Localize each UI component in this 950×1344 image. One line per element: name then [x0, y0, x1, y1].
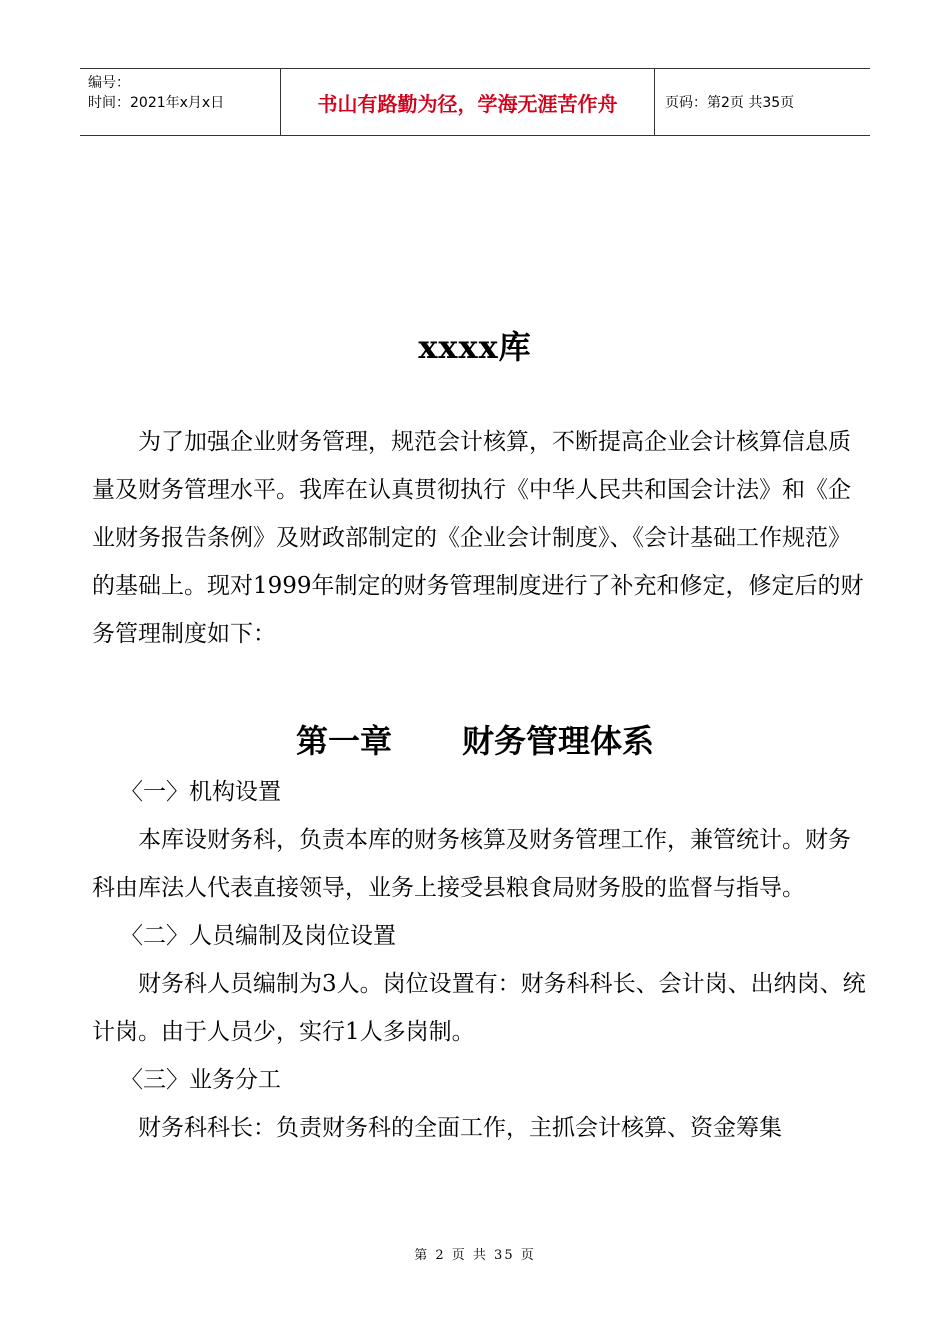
section-heading-2: 〈二〉人员编制及岗位设置: [120, 923, 396, 949]
intro-section: [92, 418, 872, 658]
section-heading-3: 〈三〉业务分工: [120, 1067, 281, 1093]
chapter-number: 第一章: [295, 722, 392, 760]
chapter-name: 财务管理体系: [462, 722, 655, 760]
header-table: [80, 68, 870, 136]
section-text-1: 本库设财务科，负责本库的财务核算及财务管理工作，兼管统计。财务科由库法人代表直接领导，业务上接受县粮食局财务股的监督与指导。: [92, 827, 851, 901]
header-motto: 书山有路勤为径，学海无涯苦作舟: [281, 69, 655, 135]
section-text-2: 财务科人员编制为3人。岗位设置有：财务科科长、会计岗、出纳岗、统计岗。由于人员少，实行1人多岗制。: [92, 971, 866, 1045]
page-footer: 第 2 页 共 35 页: [414, 1248, 536, 1263]
header-page-info: 页码：第2页 共35页: [665, 95, 795, 111]
section-heading-1: 〈一〉机构设置: [120, 779, 281, 805]
time-label: 时间：2021年x月x日: [88, 95, 225, 111]
chapter-heading: [0, 716, 950, 762]
document-title: xxxx库: [418, 328, 532, 366]
chapter-body: [92, 768, 872, 1152]
header-meta-cell: [80, 69, 281, 135]
number-label: 编号：: [88, 75, 130, 91]
intro-paragraph: 为了加强企业财务管理，规范会计核算，不断提高企业会计核算信息质量及财务管理水平。我库在认真贯彻执行《中华人民共和国会计法》和《企业财务报告条例》及财政部制定的《企业会计制度》、《会计基础工作规范》的基础上。现对1999年制定的财务管理制度进行了补充和修定，修定后的财务管理制度如下：: [92, 429, 864, 647]
section-text-3: 财务科科长：负责财务科的全面工作，主抓会计核算、资金筹集: [138, 1115, 782, 1141]
